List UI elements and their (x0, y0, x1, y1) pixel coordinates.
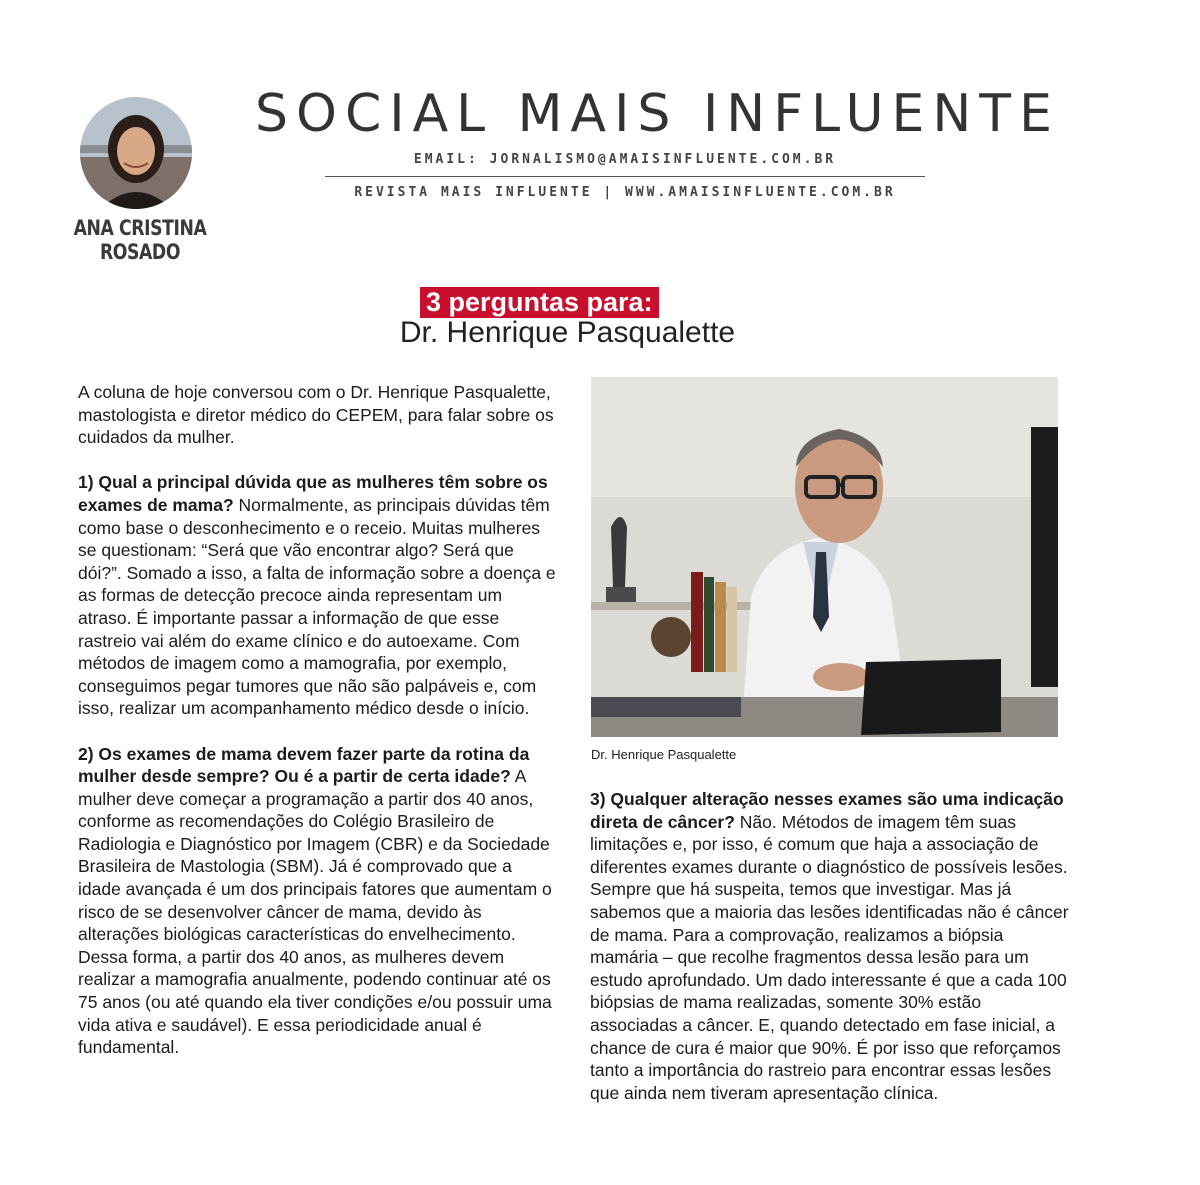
answer-1: Normalmente, as principais dúvidas têm como base o desconhecimento e o receio. Muitas mulheres se questionam: “Será que vão encontrar algo? Será que dói?”. Somado a isso, a falta de informação sobre a doença e as formas de detecção precoce ainda representam um atraso. É importante passar a informação de que esse rastreio vai além do exame clínico e do autoexame. Com métodos de imagem como a mamografia, por exemplo, conseguimos pegar tumores que não são palpáveis e, com isso, realizar um acompanhamento médico desde o início. (78, 494, 556, 719)
left-column (78, 381, 558, 1081)
answer-2: A mulher deve começar a programação a partir dos 40 anos, conforme as recomendações do Colégio Brasileiro de Radiologia e Diagnóstico por Imagem (CBR) e da Sociedade Brasileira de Mastologia (SBM). Já é comprovado que a idade avançada é um dos principais fatores que aumentam o risco de se desenvolver câncer de mama, devido às alterações biológicas características do envelhecimento. Dessa forma, a partir dos 40 anos, as mulheres devem realizar a mamografia anualmente, podendo continuar até os 75 anos (ou até quando ela tiver condições e/ou possuir uma vida ativa e saudável). E essa periodicidade anual é fundamental. (78, 766, 552, 1058)
header-divider (325, 176, 925, 177)
author-portrait-icon (80, 97, 192, 209)
right-column (590, 788, 1070, 1127)
photo-caption: Dr. Henrique Pasqualette (591, 747, 737, 762)
author-avatar (80, 97, 192, 209)
question-2: 2) Os exames de mama devem fazer parte da rotina da mulher desde sempre? Ou é a partir de certa idade? (78, 743, 530, 787)
question-3: 3) Qualquer alteração nesses exames são uma indicação direta de câncer? (590, 789, 1064, 832)
question-1: 1) Qual a principal dúvida que as mulheres têm sobre os exames de mama? (78, 472, 548, 515)
answer-3: Não. Métodos de imagem têm suas limitações e, por isso, é comum que haja a associação de diferentes exames durante o diagnóstico de possíveis lesões. Sempre que há suspeita, temos que investigar. Mas já sabemos que a maioria das lesões identificadas não é câncer de mama. Para a comprovação, realizamos a biópsia mamária – que recolhe fragmentos dessa lesão para um estudo aprofundado. Um dado interessante é que a cada 100 biópsias de mama realizadas, somente 30% estão associadas a câncer. E, quando detectado em fase inicial, a chance de cura é maior que 90%. É por isso que reforçamos tanto a importância do rastreio para encontrar essas lesões que ainda nem tiveram apresentação clínica. (590, 811, 1069, 1103)
doctor-portrait-icon (591, 377, 1058, 737)
qa-item-3 (590, 788, 1070, 1104)
magazine-line: REVISTA MAIS INFLUENTE | WWW.AMAISINFLUENTE.COM.BR (354, 185, 896, 200)
contact-email: EMAIL: JORNALISMO@AMAISINFLUENTE.COM.BR (413, 152, 837, 167)
article-kicker: 3 perguntas para: (420, 287, 659, 318)
qa-item-2 (78, 743, 558, 1059)
article-photo (591, 377, 1058, 737)
intro-paragraph: A coluna de hoje conversou com o Dr. Henrique Pasqualette, mastologista e diretor médico do CEPEM, para falar sobre os cuidados da mulher. (78, 382, 554, 448)
article-headline: Dr. Henrique Pasqualette (399, 316, 736, 349)
author-name: ANA CRISTINA ROSADO (73, 216, 207, 264)
masthead-title: SOCIAL MAIS INFLUENTE (255, 84, 1060, 144)
qa-item-1 (78, 471, 558, 720)
